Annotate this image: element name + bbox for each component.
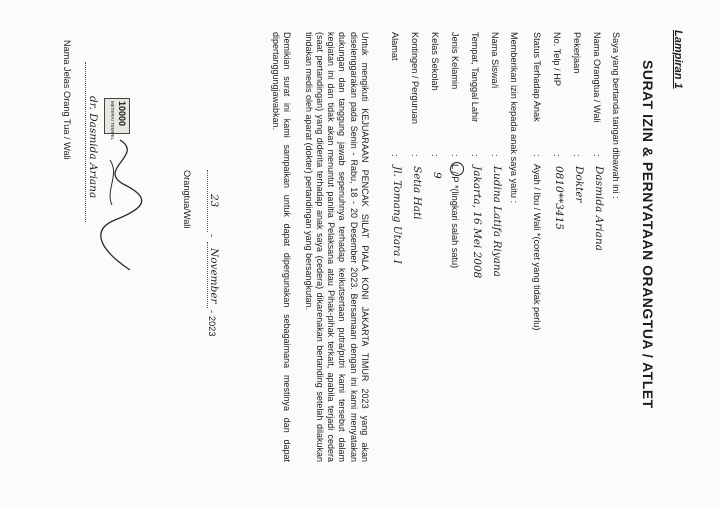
signature-caption: Nama Jelas Orang Tua / Wali [62, 40, 72, 160]
field-value: Jl. Tomang Utara I [391, 166, 403, 264]
field-value: Dokter [573, 166, 585, 203]
intro-text: Saya yang bertanda tangan dibawah ini : [611, 32, 621, 199]
signed-name-line [85, 62, 86, 222]
date-month: November [208, 248, 220, 304]
letter-title: SURAT IZIN & PERNYATAAN ORANGTUA / ATLET [640, 60, 656, 409]
field-label: Nama Siswa/i [490, 32, 500, 89]
field-colon: : [592, 154, 602, 157]
field-colon: : [410, 154, 420, 157]
field-colon: : [532, 154, 542, 157]
field-value: L / P *(lingkari salah satu) [450, 164, 460, 269]
stamp-value: 10000 [117, 101, 127, 127]
field-value: Setia Hati [411, 166, 423, 220]
closing-paragraph: Demikian surat ini kami sampaikan untuk dapat dipergunakan sebagaimana mestinya dan dapat dipertanggungjawabkan. [270, 32, 292, 462]
signer-role: Orangtua/Wali [182, 170, 192, 229]
appendix-label: Lampiran 1 [672, 30, 684, 89]
stamp-label: METERAI TEMPEL [110, 101, 115, 141]
date-year: 2023 [207, 316, 217, 337]
field-colon: : [450, 154, 460, 157]
signature-scribble [90, 100, 150, 280]
field-label: Status Terhadap Anak [532, 32, 542, 122]
field-label: Kontingen / Perguruan [410, 32, 420, 124]
field-value: Ludina Latifa Riyana [491, 166, 503, 277]
date-separator: - [207, 310, 217, 314]
field-colon: : [470, 154, 480, 157]
field-colon: : [390, 154, 400, 157]
field-label: Nama Orangtua / Wali [592, 32, 602, 123]
date-separator: - [207, 234, 217, 238]
field-colon: : [430, 154, 440, 157]
field-value: Jakarta, 16 Mei 2008 [471, 166, 483, 279]
field-value: 0810**3415 [553, 166, 565, 230]
field-label: No. Telp / HP [552, 32, 562, 86]
field-colon: : [490, 154, 500, 157]
field-value: Ayah / Ibu / Wali *(coret yang tidak perlu) [532, 164, 542, 331]
field-label: Tempat, Tanggal Lahir [470, 32, 480, 123]
field-label: Pekerjaan [572, 32, 582, 74]
field-label: Kelas Sekolah [430, 32, 440, 91]
statement-paragraph: Untuk mengikuti KEJUARAAN PENCAK SILAT PIALA KONI JAKARTA TIMUR 2023 yang akan diselenggarakan pada Senin - Rabu, 18 - 20 Desember 2023. Bersamaan dengan ini kami menyatakan dukungan dan tanggung jawab sepenuhnya terhadap keikutsertaan putra/putri kami tersebut dalam kegiatan ini dan tidak akan menuntut panitia Pelaksana atau Pihak-pihak terkait, apabila terjadi cedera (saat pertandingan) yang diderita terhadap anak saya (cedera) dikarenakan bertanding setelah dilakukan tindakan medis oleh aparat (dokter) pertandingan yang bersangkutan. [303, 32, 370, 462]
permission-intro: Memberikan izin kepada anak saya yaitu : [509, 32, 519, 204]
signed-name: dr. Dasmida Ariana [87, 96, 99, 199]
date-day: 23 [208, 194, 220, 208]
field-value: Dasmida Ariana [593, 166, 605, 251]
field-label: Alamat [390, 32, 400, 61]
field-label: Jenis Kelamin [450, 32, 460, 90]
field-colon: : [572, 154, 582, 157]
field-value: 9 [431, 172, 443, 179]
field-colon: : [552, 154, 562, 157]
